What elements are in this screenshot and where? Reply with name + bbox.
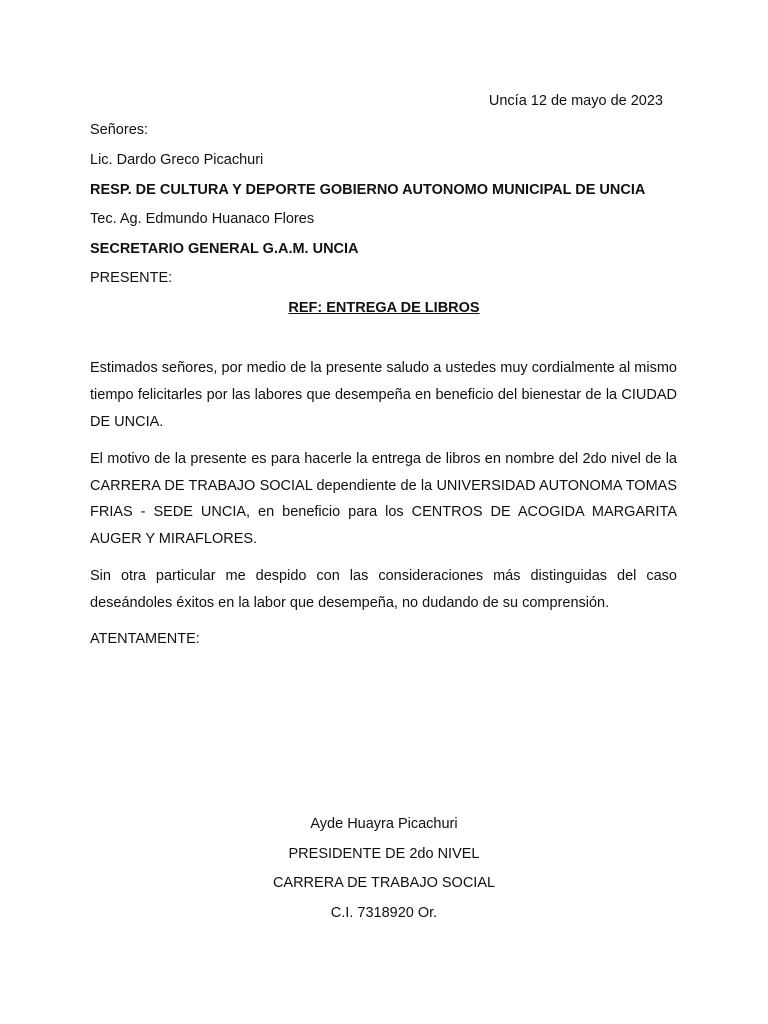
body-paragraph-3: Sin otra particular me despido con las consideraciones más distinguidas del caso deseándoles éxitos en la labor que desempeña, no dudando de su comprensión. bbox=[90, 568, 677, 611]
body-paragraph-1: Estimados señores, por medio de la presente saludo a ustedes muy cordialmente al mismo tiempo felicitarles por las labores que desempeña en beneficio del bienestar de la CIUDAD DE UNCIA. bbox=[90, 360, 677, 430]
presente-label: PRESENTE: bbox=[90, 270, 173, 286]
recipient-2-title: SECRETARIO GENERAL G.A.M. UNCIA bbox=[90, 241, 359, 257]
recipient-1-title: RESP. DE CULTURA Y DEPORTE GOBIERNO AUTONOMO MUNICIPAL DE UNCIA bbox=[90, 182, 646, 198]
signatory-position: PRESIDENTE DE 2do NIVEL bbox=[288, 846, 480, 862]
recipient-1-name: Lic. Dardo Greco Picachuri bbox=[90, 152, 264, 168]
closing-text: ATENTAMENTE: bbox=[90, 631, 200, 647]
reference-line bbox=[0, 300, 768, 316]
signatory-id: C.I. 7318920 Or. bbox=[330, 905, 438, 921]
body-paragraph-2: El motivo de la presente es para hacerle la entrega de libros en nombre del 2do nivel de la CARRERA DE TRABAJO SOCIAL dependiente de la UNIVERSIDAD AUTONOMA TOMAS FRIAS - SEDE UNCIA, en beneficio para los CENTROS DE ACOGIDA MARGARITA AUGER Y MIRAFLORES. bbox=[90, 451, 677, 547]
signatory-career: CARRERA DE TRABAJO SOCIAL bbox=[272, 875, 496, 891]
signatory-name: Ayde Huayra Picachuri bbox=[310, 816, 458, 832]
salutation: Señores: bbox=[90, 122, 149, 138]
reference-text: REF: ENTREGA DE LIBROS bbox=[288, 300, 480, 316]
letter-date: Uncía 12 de mayo de 2023 bbox=[488, 93, 663, 109]
recipient-2-name: Tec. Ag. Edmundo Huanaco Flores bbox=[90, 211, 315, 227]
